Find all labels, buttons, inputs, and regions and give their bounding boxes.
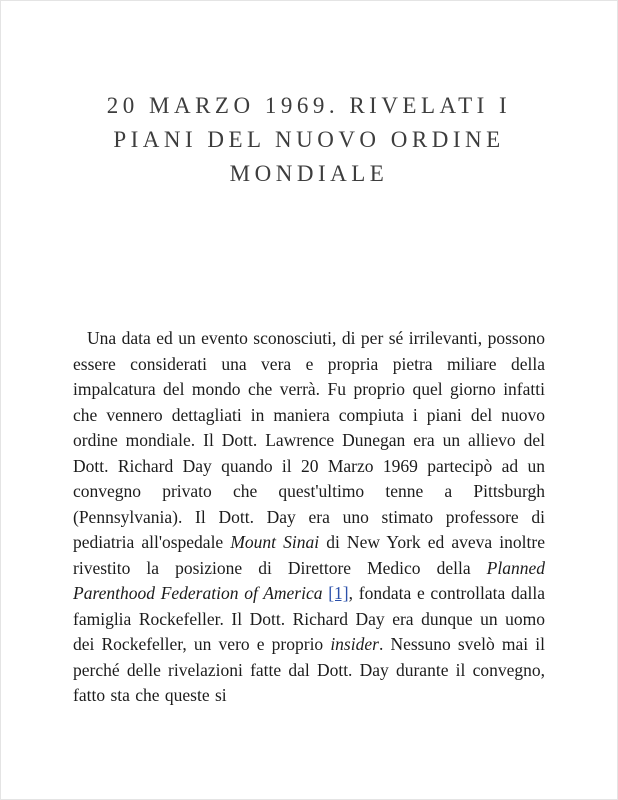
body-text-segment: di New York ed aveva inoltre rivestito la posizione di Direttore Medico della: [73, 532, 545, 578]
body-text-segment: . Nessuno svelò mai il perché delle rivelazioni fatte dal Dott. Day durante il convegno, fatto sta che queste si: [73, 634, 545, 705]
italic-text-segment: Mount Sinai: [230, 532, 320, 552]
body-text-segment: , fondata e controllata dalla famiglia Rockefeller. Il Dott. Richard Day era dunque un uomo dei Rockefeller, un vero e proprio: [73, 583, 545, 654]
italic-text-segment: insider: [330, 634, 379, 654]
body-paragraph: [73, 326, 545, 709]
footnote-link[interactable]: [1]: [328, 583, 349, 603]
body-text-segment: Una data ed un evento sconosciuti, di per sé irrilevanti, possono essere considerati una vera e propria pietra miliare della impalcatura del mondo che verrà. Fu proprio quel giorno infatti che vennero dettagliati in maniera compiuta i piani del nuovo ordine mondiale. Il Dott. Lawrence Dunegan era un allievo del Dott. Richard Day quando il 20 Marzo 1969 partecipò ad un convegno privato che quest'ultimo tenne a Pittsburgh (Pennsylvania). Il Dott. Day era uno stimato professore di pediatria all'ospedale: [73, 328, 545, 552]
italic-text-segment: Planned Parenthood Federation of America: [73, 557, 545, 603]
chapter-title: 20 MARZO 1969. RIVELATI I PIANI DEL NUOVO ORDINE MONDIALE: [106, 93, 512, 186]
